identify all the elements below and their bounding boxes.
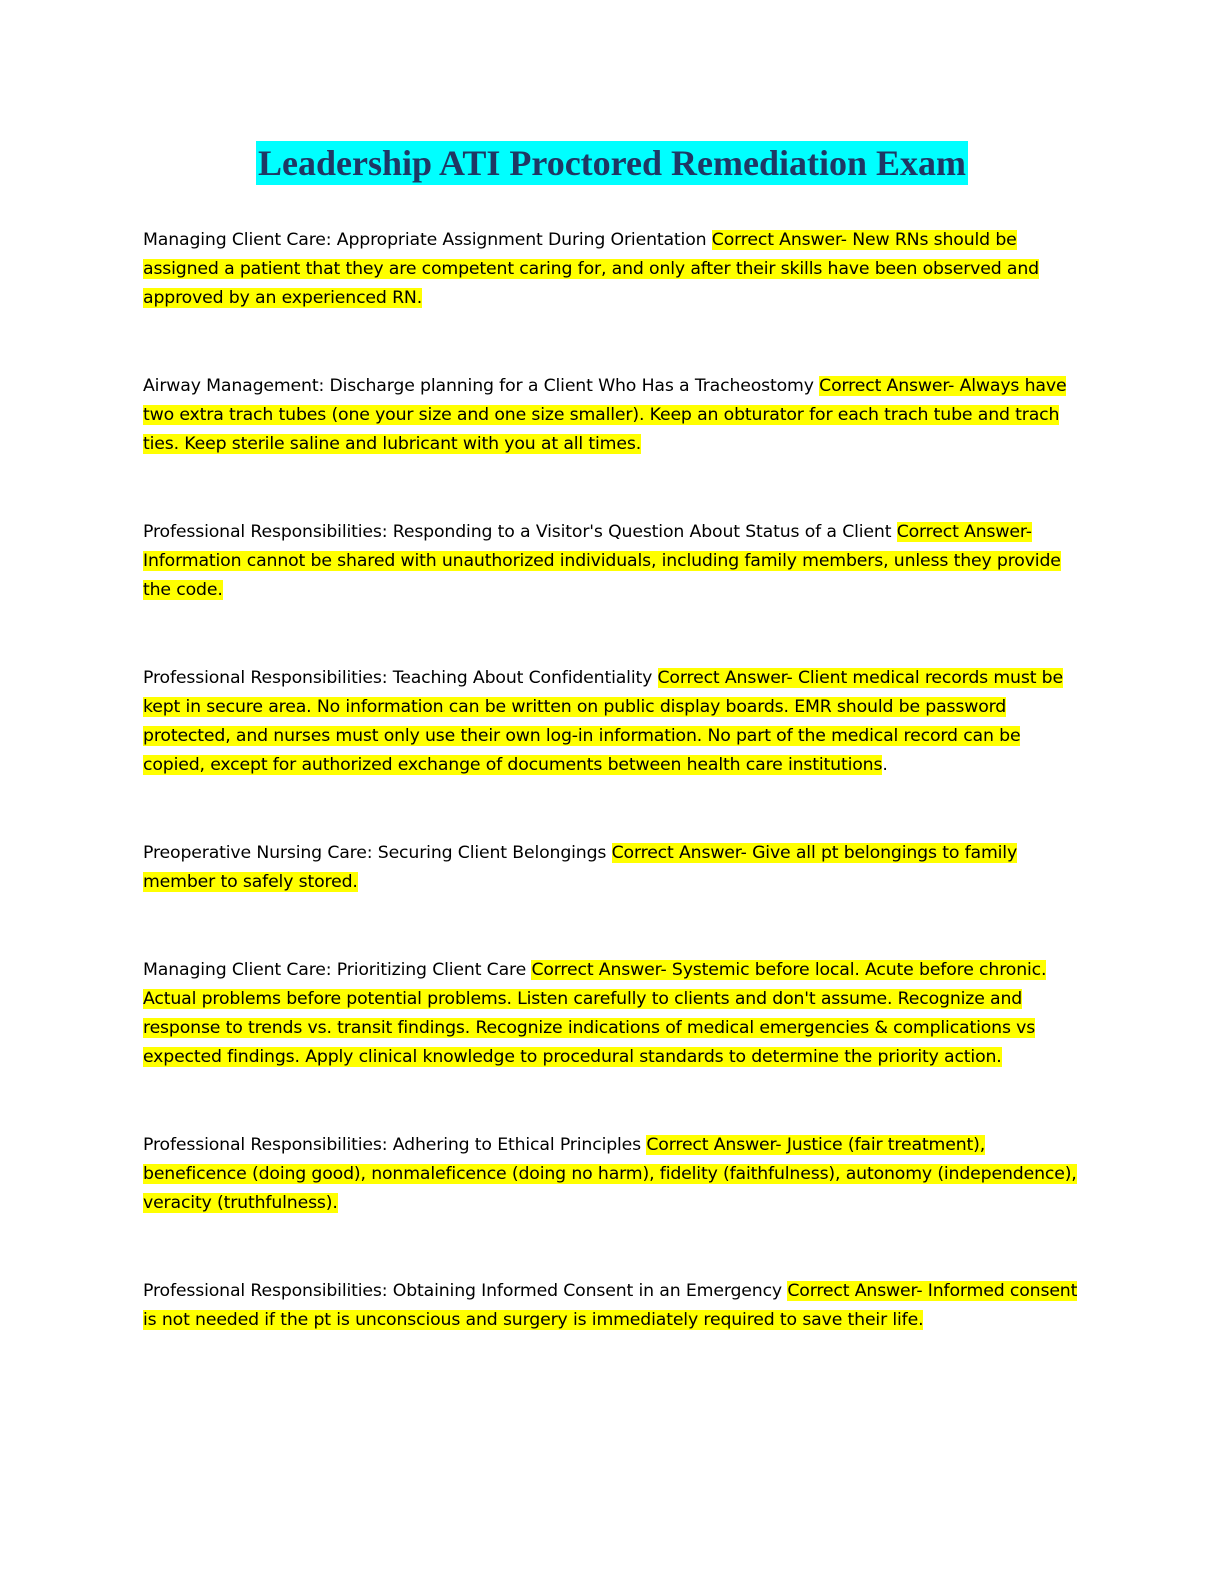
document-title: Leadership ATI Proctored Remediation Exam [258,143,966,183]
qa-item [143,1277,1078,1335]
answer-text: Correct Answer- Information cannot be shared with unauthorized individuals, including family members, unless they provide the code. [143,522,1061,600]
answer-text: Correct Answer- Give all pt belongings to family member to safely stored. [143,843,1018,892]
question-text: Managing Client Care: Appropriate Assignment During Orientation [143,230,707,250]
question-text: Professional Responsibilities: Adhering to Ethical Principles [143,1135,642,1155]
question-text: Professional Responsibilities: Obtaining Informed Consent in an Emergency [143,1281,783,1301]
qa-item [143,1131,1078,1218]
qa-item [143,372,1078,459]
qa-item [143,226,1078,313]
title-block [0,141,1224,185]
qa-item [143,956,1078,1072]
answer-text: Correct Answer- Systemic before local. Acute before chronic. Actual problems before potential problems. Listen carefully to clients and don't assume. Recognize and response to trends vs. transit findings. Recognize indications of medical emergencies & complications vs expected findings. Apply clinical knowledge to procedural standards to determine the priority action. [143,960,1047,1067]
answer-text: Correct Answer- Always have two extra trach tubes (one your size and one size smaller). Keep an obturator for each trach tube and trach ties. Keep sterile saline and lubricant with you at all times. [143,376,1067,454]
question-text: Airway Management: Discharge planning for a Client Who Has a Tracheostomy [143,376,814,396]
qa-item [143,839,1078,897]
question-text: Managing Client Care: Prioritizing Client Care [143,960,527,980]
answer-text: Correct Answer- Client medical records must be kept in secure area. No information can be written on public display boards. EMR should be password protected, and nurses must only use their own log-in information. No part of the medical record can be copied, except for authorized exchange of documents between health care institutions [143,668,1063,775]
question-text: Professional Responsibilities: Responding to a Visitor's Question About Status of a Client [143,522,892,542]
answer-text: Correct Answer- New RNs should be assigned a patient that they are competent caring for, and only after their skills have been observed and approved by an experienced RN. [143,230,1039,308]
question-text: Preoperative Nursing Care: Securing Client Belongings [143,843,607,863]
qa-list [143,226,1078,1394]
answer-text: Correct Answer- Justice (fair treatment), beneficence (doing good), nonmaleficence (doing no harm), fidelity (faithfulness), autonomy (independence), veracity (truthfulness). [143,1135,1077,1213]
answer-trailing-punctuation: . [882,755,888,775]
qa-item [143,664,1078,780]
answer-text: Correct Answer- Informed consent is not needed if the pt is unconscious and surgery is immediately required to save their life. [143,1281,1078,1330]
question-text: Professional Responsibilities: Teaching About Confidentiality [143,668,653,688]
qa-item [143,518,1078,605]
